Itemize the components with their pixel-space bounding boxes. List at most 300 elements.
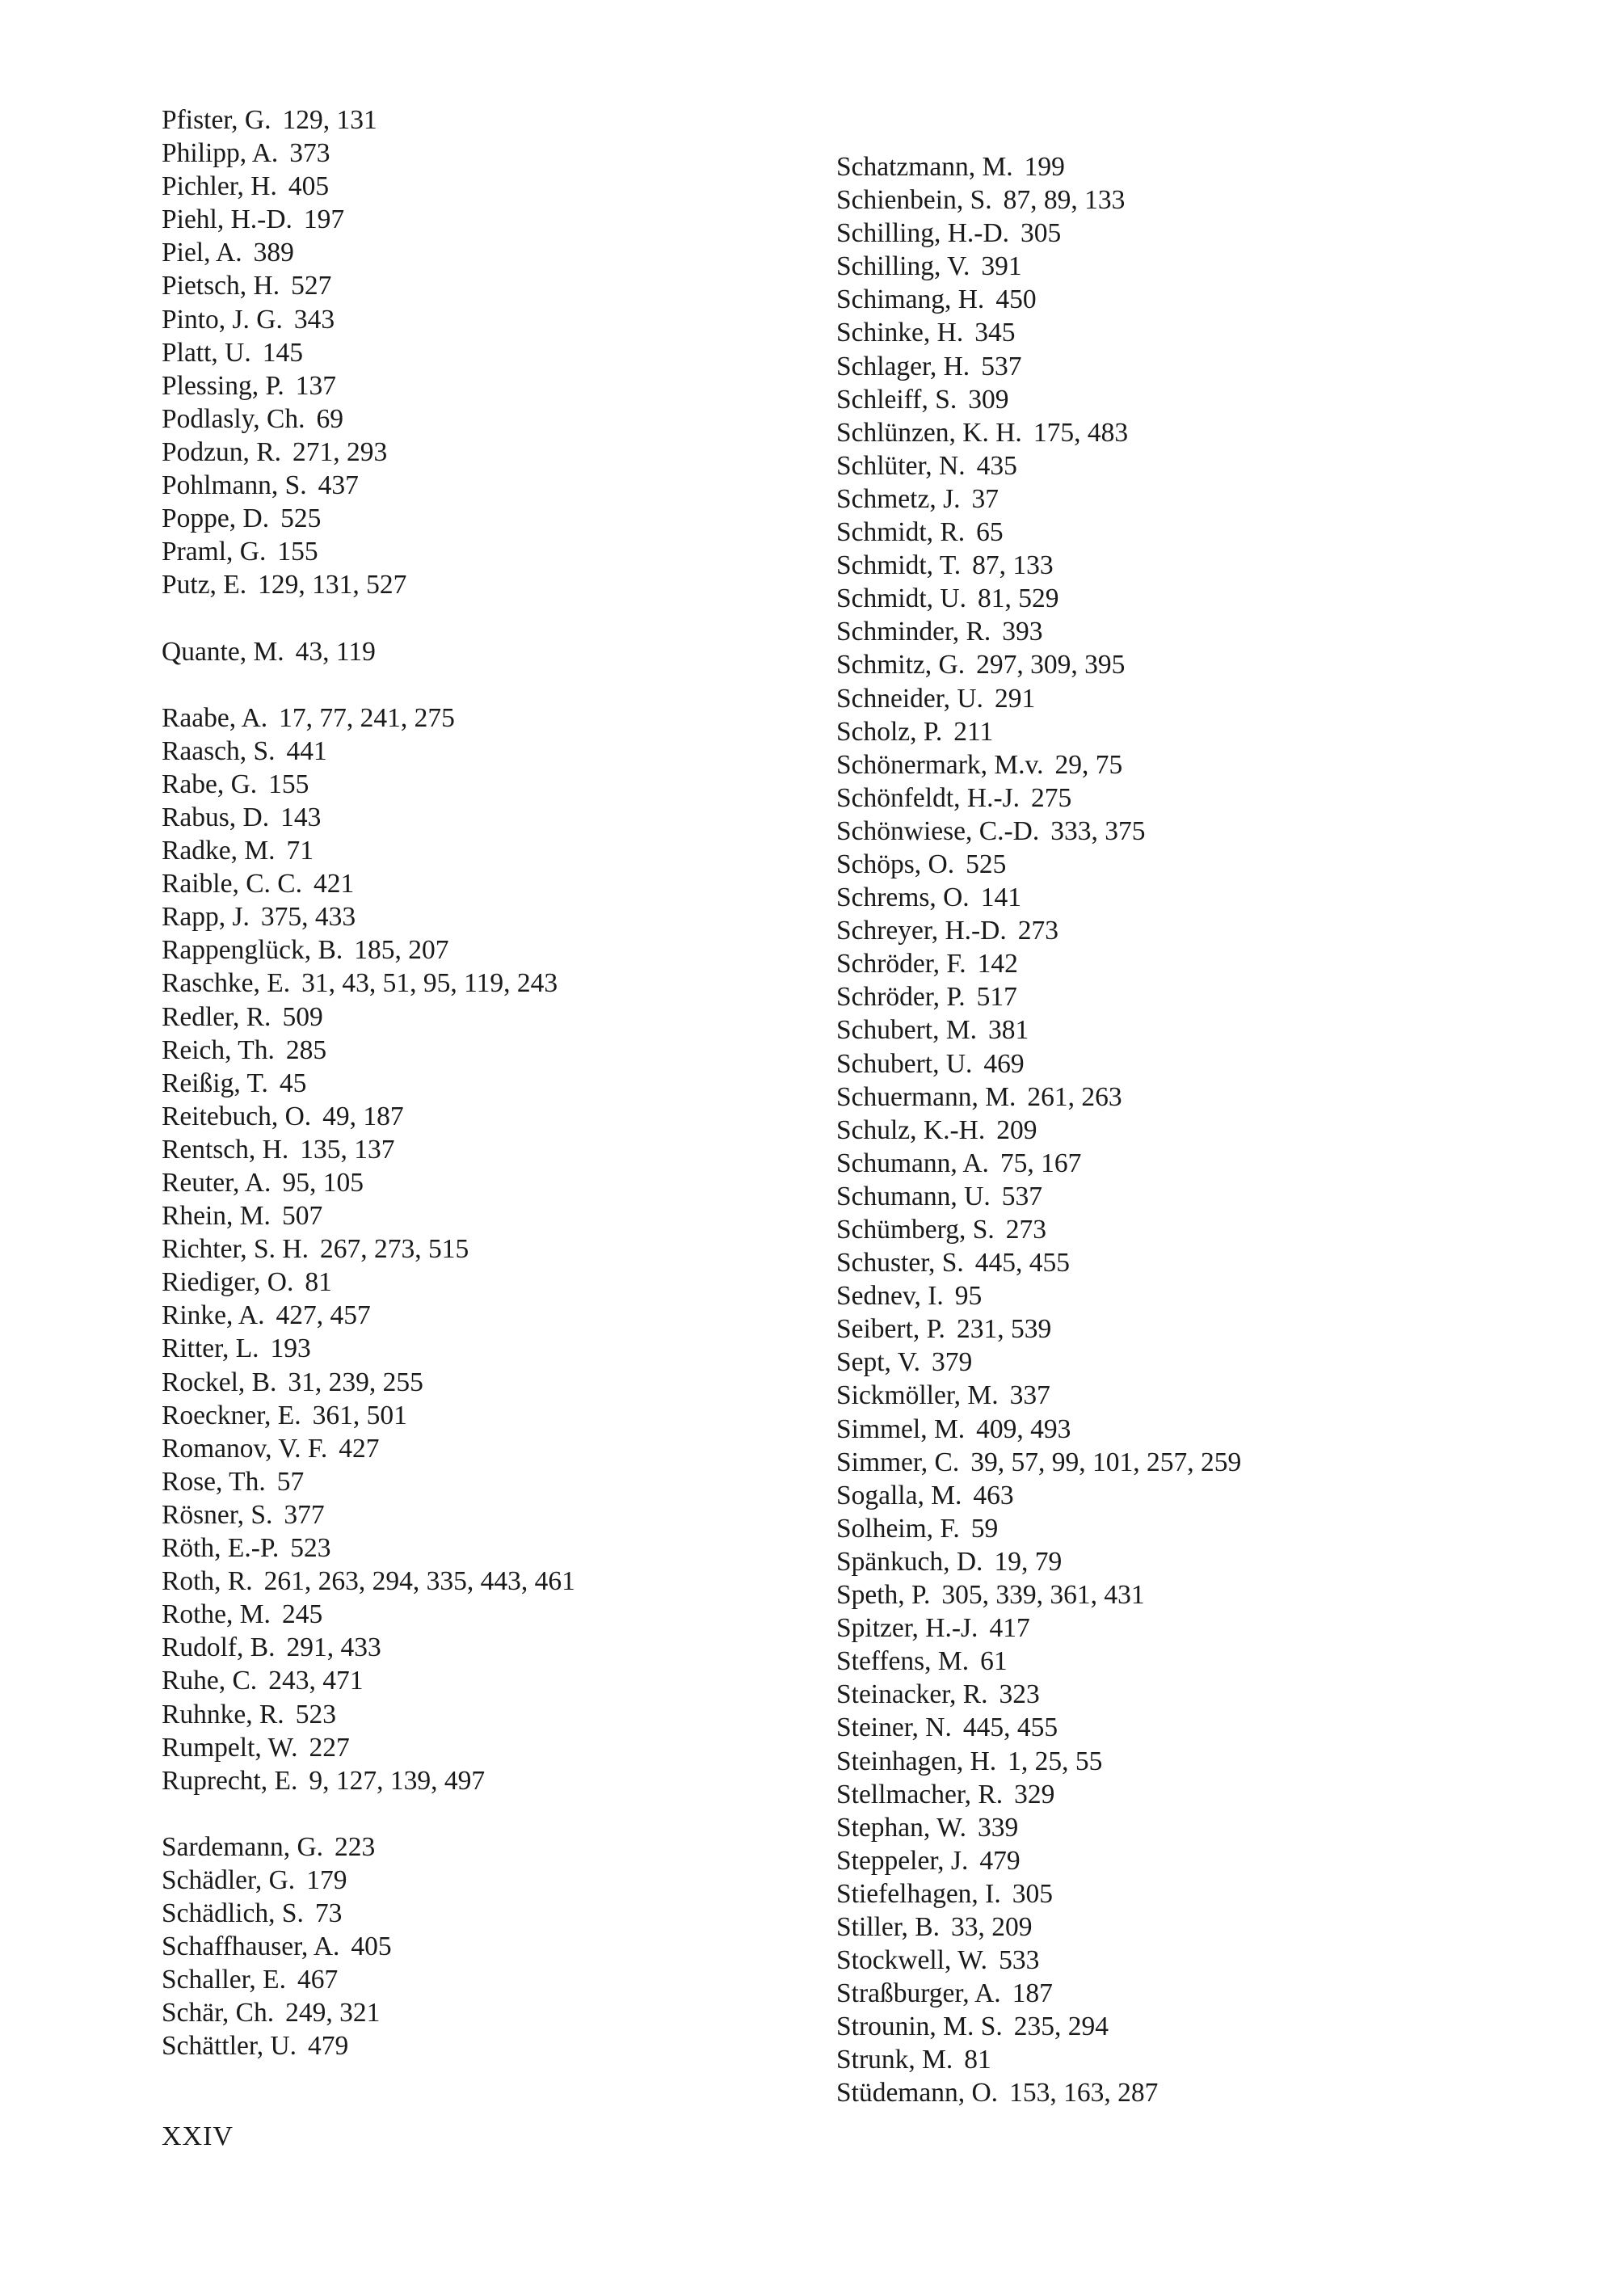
author-name: Röth, E.-P.: [162, 1533, 280, 1564]
author-name: Schröder, P.: [836, 982, 966, 1013]
author-name: Schöps, O.: [836, 849, 955, 879]
author-name: Rhein, M.: [162, 1201, 271, 1232]
author-name: Ruhnke, R.: [162, 1699, 284, 1729]
author-name: Sogalla, M.: [836, 1480, 962, 1510]
author-name: Schönwiese, C.-D.: [836, 815, 1040, 846]
author-name: Spänkuch, D.: [836, 1546, 983, 1577]
author-name: Poppe, D.: [162, 503, 270, 534]
index-entry: [162, 1034, 776, 1067]
author-name: Schleiff, S.: [836, 384, 957, 415]
page-references: 129, 131: [282, 105, 377, 135]
index-entry: [836, 1279, 1563, 1312]
index-entry: [836, 1379, 1563, 1412]
author-name: Stiller, B.: [836, 1911, 941, 1942]
page-references: 479: [979, 1845, 1021, 1876]
page-references: 525: [966, 849, 1007, 879]
author-name: Schmidt, U.: [836, 583, 966, 614]
author-name: Redler, R.: [162, 1001, 271, 1032]
index-entry: [162, 1897, 776, 1930]
page-references: 61: [980, 1646, 1008, 1677]
author-name: Rose, Th.: [162, 1466, 266, 1497]
page-references: 145: [262, 337, 303, 368]
index-entry: [836, 2043, 1563, 2076]
index-entry: [836, 383, 1563, 416]
index-entry: [162, 336, 776, 369]
letter-group-gap: [162, 668, 776, 701]
index-entry: [836, 1147, 1563, 1180]
author-name: Sept, V.: [836, 1347, 920, 1378]
index-entry: [162, 1166, 776, 1199]
page-references: 305, 339, 361, 431: [941, 1580, 1145, 1611]
page-references: 337: [1009, 1380, 1050, 1411]
author-name: Schatzmann, M.: [836, 152, 1013, 182]
index-entry: [162, 236, 776, 269]
page-references: 405: [351, 1932, 392, 1962]
author-name: Schmidt, R.: [836, 517, 966, 548]
page-references: 377: [284, 1499, 325, 1530]
page-references: 273: [1017, 916, 1058, 946]
index-entry: [162, 1100, 776, 1133]
index-entry: [162, 103, 776, 137]
page-references: 153, 163, 287: [1009, 2078, 1159, 2109]
page-references: 81: [964, 2045, 991, 2075]
index-entry: [836, 1180, 1563, 1213]
page-references: 533: [999, 1945, 1040, 1976]
page-references: 223: [335, 1831, 376, 1862]
page-references: 527: [291, 271, 332, 301]
index-entry: [836, 1578, 1563, 1611]
page-references: 427: [339, 1433, 380, 1464]
author-name: Plessing, P.: [162, 370, 284, 401]
index-entry: [162, 867, 776, 900]
author-name: Rothe, M.: [162, 1599, 271, 1630]
index-entry: [162, 1067, 776, 1100]
author-name: Schlager, H.: [836, 351, 970, 381]
page-references: 345: [974, 318, 1016, 348]
page-references: 523: [290, 1533, 331, 1564]
author-name: Ritter, L.: [162, 1333, 259, 1364]
page-references: 199: [1024, 152, 1065, 182]
author-name: Schmetz, J.: [836, 483, 961, 514]
author-name: Steppeler, J.: [836, 1845, 969, 1876]
index-entry: [162, 303, 776, 336]
author-name: Schilling, V.: [836, 251, 970, 282]
page-references: 305: [1021, 218, 1062, 249]
index-entry: [162, 2029, 776, 2062]
page-references: 87, 133: [972, 550, 1054, 581]
index-entry: [836, 183, 1563, 217]
index-entry: [162, 801, 776, 834]
index-entry: [162, 502, 776, 535]
author-name: Schienbein, S.: [836, 185, 992, 216]
page-references: 193: [270, 1333, 311, 1364]
author-name: Schättler, U.: [162, 2031, 297, 2062]
author-name: Steinacker, R.: [836, 1679, 988, 1710]
index-entry: [836, 815, 1563, 848]
index-entry: [162, 834, 776, 867]
page-references: 479: [308, 2031, 349, 2062]
author-name: Rinke, A.: [162, 1300, 265, 1331]
author-name: Schneider, U.: [836, 683, 983, 714]
page-references: 275: [1031, 782, 1072, 813]
index-entry: [836, 1645, 1563, 1678]
author-name: Raschke, E.: [162, 968, 291, 999]
author-name: Radke, M.: [162, 836, 276, 866]
author-name: Spitzer, H.-J.: [836, 1613, 978, 1644]
index-entry: [836, 947, 1563, 980]
index-entry: [162, 203, 776, 236]
page-references: 245: [281, 1599, 323, 1630]
page-references: 323: [999, 1679, 1040, 1710]
index-entry: [836, 1844, 1563, 1877]
page-references: 405: [288, 171, 330, 202]
author-name: Piehl, H.-D.: [162, 204, 292, 235]
index-entry: [162, 1299, 776, 1332]
page-references: 49, 187: [322, 1101, 404, 1131]
author-name: Simmer, C.: [836, 1447, 960, 1477]
index-entry: [836, 516, 1563, 549]
author-name: Schubert, U.: [836, 1048, 973, 1079]
page-references: 155: [268, 769, 309, 799]
author-name: Schubert, M.: [836, 1015, 977, 1046]
page-references: 57: [276, 1466, 305, 1497]
index-entry: [162, 1199, 776, 1232]
page-references: 71: [286, 836, 314, 866]
page-references: 143: [280, 802, 322, 832]
index-entry: [836, 980, 1563, 1013]
page-references: 271, 293: [292, 436, 388, 467]
letter-group-gap: [162, 601, 776, 634]
author-name: Podlasly, Ch.: [162, 403, 305, 434]
index-entry: [836, 1446, 1563, 1479]
page-references: 309: [968, 384, 1009, 415]
author-name: Stiefelhagen, I.: [836, 1878, 1001, 1909]
page-references: 391: [981, 251, 1022, 282]
author-name: Schaller, E.: [162, 1965, 287, 1995]
page-references: 1, 25, 55: [1008, 1746, 1103, 1776]
author-name: Richter, S. H.: [162, 1234, 309, 1265]
index-entry: [162, 1366, 776, 1399]
page-references: 537: [981, 351, 1022, 381]
page-references: 37: [971, 483, 999, 514]
author-name: Schinke, H.: [836, 318, 964, 348]
page-references: 17, 77, 241, 275: [279, 702, 455, 733]
index-entry: [836, 1545, 1563, 1578]
author-name: Ruhe, C.: [162, 1666, 258, 1696]
page-references: 33, 209: [951, 1911, 1033, 1942]
page-references: 59: [970, 1513, 999, 1544]
page-references: 137: [295, 370, 336, 401]
author-name: Schilling, H.-D.: [836, 218, 1010, 249]
page-references: 421: [314, 869, 355, 899]
index-entry: [162, 1731, 776, 1764]
author-name: Quante, M.: [162, 636, 284, 667]
index-entry: [162, 1399, 776, 1432]
author-name: Schuster, S.: [836, 1248, 964, 1279]
author-name: Schreyer, H.-D.: [836, 916, 1007, 946]
index-entry: [162, 900, 776, 933]
page-references: 445, 455: [962, 1713, 1058, 1743]
page-references: 509: [282, 1001, 323, 1032]
author-name: Raabe, A.: [162, 702, 268, 733]
index-column-left: [162, 103, 776, 2063]
author-name: Romanov, V. F.: [162, 1433, 328, 1464]
index-entry: [836, 1745, 1563, 1778]
author-name: Schmitz, G.: [836, 650, 966, 680]
page-references: 463: [973, 1480, 1014, 1510]
author-name: Rabus, D.: [162, 802, 270, 832]
page-references: 243, 471: [268, 1666, 364, 1696]
index-entry: [162, 1930, 776, 1963]
page-references: 135, 137: [300, 1134, 395, 1165]
author-name: Schumann, A.: [836, 1148, 989, 1178]
index-entry: [836, 1213, 1563, 1246]
author-name: Schlünzen, K. H.: [836, 417, 1022, 448]
page-references: 65: [976, 517, 1004, 548]
page-references: 381: [988, 1015, 1029, 1046]
author-name: Schlüter, N.: [836, 450, 966, 481]
author-name: Pinto, J. G.: [162, 304, 283, 335]
author-name: Schuermann, M.: [836, 1081, 1016, 1112]
author-name: Pichler, H.: [162, 171, 277, 202]
index-entry: [162, 1531, 776, 1565]
author-name: Schümberg, S.: [836, 1215, 995, 1245]
page-references: 339: [978, 1812, 1019, 1843]
page-references: 175, 483: [1033, 417, 1129, 448]
index-entry: [162, 1232, 776, 1266]
page-references: 31, 43, 51, 95, 119, 243: [301, 968, 558, 999]
index-entry: [836, 1346, 1563, 1379]
page-references: 379: [931, 1347, 973, 1378]
index-entry: [162, 735, 776, 768]
index-entry: [836, 781, 1563, 815]
page-references: 235, 294: [1013, 2012, 1109, 2042]
index-entry: [162, 1830, 776, 1864]
page-references: 417: [989, 1613, 1030, 1644]
page-number: XXIV: [162, 2121, 234, 2151]
author-name: Platt, U.: [162, 337, 251, 368]
index-entry: [836, 1611, 1563, 1645]
page-references: 19, 79: [994, 1546, 1063, 1577]
index-entry: [836, 250, 1563, 283]
index-entry: [162, 1565, 776, 1598]
author-name: Roeckner, E.: [162, 1400, 301, 1430]
index-entry: [836, 648, 1563, 681]
index-entry: [162, 635, 776, 668]
author-name: Sickmöller, M.: [836, 1380, 999, 1411]
page-references: 441: [286, 735, 327, 766]
index-entry: [162, 436, 776, 469]
index-entry: [836, 416, 1563, 449]
author-name: Schönermark, M.v.: [836, 749, 1044, 780]
index-entry: [162, 1498, 776, 1531]
author-name: Straßburger, A.: [836, 1978, 1001, 2009]
index-entry: [162, 1963, 776, 1996]
page-references: 291, 433: [286, 1632, 381, 1663]
author-name: Piel, A.: [162, 238, 242, 268]
page-references: 197: [303, 204, 345, 235]
index-entry: [162, 402, 776, 436]
index-entry: [162, 170, 776, 203]
author-name: Steffens, M.: [836, 1646, 970, 1677]
index-entry: [836, 881, 1563, 914]
index-entry: [836, 1047, 1563, 1081]
author-name: Pohlmann, S.: [162, 470, 307, 501]
index-entry: [162, 137, 776, 170]
index-entry: [836, 1114, 1563, 1147]
page-references: 75, 167: [999, 1148, 1082, 1178]
index-entry: [836, 582, 1563, 615]
author-name: Schär, Ch.: [162, 1998, 275, 2028]
author-name: Raasch, S.: [162, 735, 276, 766]
index-entry: [836, 1778, 1563, 1811]
author-name: Rapp, J.: [162, 902, 250, 933]
author-name: Philipp, A.: [162, 138, 279, 169]
page-references: 129, 131, 527: [258, 570, 407, 600]
page-references: 305: [1012, 1878, 1053, 1909]
page-references: 81, 529: [978, 583, 1059, 614]
page-references: 155: [277, 537, 318, 567]
page-references: 231, 539: [956, 1314, 1052, 1345]
author-name: Strounin, M. S.: [836, 2012, 1003, 2042]
page-references: 227: [309, 1732, 350, 1763]
page-references: 69: [316, 403, 343, 434]
page-references: 81: [305, 1267, 332, 1298]
index-entry: [836, 2076, 1563, 2109]
index-entry: [836, 217, 1563, 250]
index-entry: [162, 1133, 776, 1166]
page-references: 329: [1014, 1779, 1055, 1809]
index-entry: [162, 1698, 776, 1731]
index-entry: [162, 269, 776, 302]
index-entry: [836, 1512, 1563, 1545]
author-name: Rösner, S.: [162, 1499, 273, 1530]
author-name: Seibert, P.: [836, 1314, 945, 1345]
page-references: 261, 263, 294, 335, 443, 461: [263, 1566, 575, 1597]
index-entry: [836, 848, 1563, 881]
index-entry: [836, 150, 1563, 183]
page-references: 437: [318, 470, 359, 501]
page-references: 209: [996, 1114, 1037, 1145]
author-name: Roth, R.: [162, 1566, 253, 1597]
index-entry: [162, 568, 776, 601]
index-entry: [836, 748, 1563, 781]
author-name: Strunk, M.: [836, 2045, 953, 2075]
author-name: Stellmacher, R.: [836, 1779, 1004, 1809]
page-references: 375, 433: [260, 902, 356, 933]
author-name: Podzun, R.: [162, 436, 281, 467]
page-references: 409, 493: [976, 1413, 1071, 1444]
index-entry: [836, 1479, 1563, 1512]
author-name: Rentsch, H.: [162, 1134, 289, 1165]
index-entry: [836, 1711, 1563, 1744]
author-name: Reuter, A.: [162, 1168, 271, 1198]
author-name: Schröder, F.: [836, 949, 966, 979]
index-entry: [836, 1811, 1563, 1844]
page-references: 87, 89, 133: [1003, 185, 1126, 216]
page-references: 467: [297, 1965, 339, 1995]
page-references: 43, 119: [295, 636, 376, 667]
author-name: Schminder, R.: [836, 617, 991, 647]
page-references: 95, 105: [282, 1168, 364, 1198]
index-entry: [836, 350, 1563, 383]
author-name: Rabe, G.: [162, 769, 258, 799]
page-references: 343: [293, 304, 335, 335]
page-references: 211: [953, 716, 994, 747]
page-references: 389: [253, 238, 294, 268]
page-references: 507: [281, 1201, 323, 1232]
index-entry: [836, 715, 1563, 748]
index-entry: [162, 1664, 776, 1697]
page-references: 31, 239, 255: [288, 1367, 423, 1397]
index-entry: [836, 1081, 1563, 1114]
author-name: Schönfeldt, H.-J.: [836, 782, 1021, 813]
index-entry: [836, 1944, 1563, 1977]
index-entry: [836, 682, 1563, 715]
index-entry: [836, 316, 1563, 349]
author-name: Rappenglück, B.: [162, 935, 343, 966]
index-entry: [836, 1413, 1563, 1446]
index-entry: [836, 449, 1563, 482]
page-references: 373: [289, 138, 330, 169]
page-references: 361, 501: [312, 1400, 407, 1430]
author-name: Reißig, T.: [162, 1068, 268, 1098]
index-entry: [836, 549, 1563, 582]
page-references: 291: [994, 683, 1036, 714]
page-references: 273: [1005, 1215, 1046, 1245]
index-entry: [162, 768, 776, 801]
page-references: 141: [980, 883, 1021, 913]
index-entry: [836, 1246, 1563, 1279]
index-entry: [162, 701, 776, 735]
author-name: Scholz, P.: [836, 716, 943, 747]
author-name: Reich, Th.: [162, 1034, 275, 1065]
author-name: Schmidt, T.: [836, 550, 962, 581]
index-entry: [836, 914, 1563, 947]
page-references: 537: [1001, 1181, 1042, 1211]
page-references: 285: [285, 1034, 327, 1065]
page-references: 469: [983, 1048, 1025, 1079]
index-entry: [162, 1598, 776, 1631]
page-references: 450: [995, 284, 1037, 315]
index-entry: [162, 1996, 776, 2029]
page-references: 185, 207: [354, 935, 449, 966]
index-entry: [836, 482, 1563, 516]
author-name: Raible, C. C.: [162, 869, 303, 899]
author-name: Schimang, H.: [836, 284, 985, 315]
page-references: 445, 455: [974, 1248, 1071, 1279]
author-name: Stephan, W.: [836, 1812, 966, 1843]
author-name: Ruprecht, E.: [162, 1765, 298, 1796]
author-name: Putz, E.: [162, 570, 247, 600]
index-entry: [162, 1631, 776, 1664]
author-name: Schrems, O.: [836, 883, 970, 913]
index-entry: [162, 1864, 776, 1897]
index-entry: [162, 1001, 776, 1034]
page-references: 427, 457: [276, 1300, 371, 1331]
author-name: Rudolf, B.: [162, 1632, 276, 1663]
author-name: Rockel, B.: [162, 1367, 277, 1397]
author-name: Schaffhauser, A.: [162, 1932, 340, 1962]
index-entry: [162, 535, 776, 568]
author-name: Schulz, K.-H.: [836, 1114, 986, 1145]
index-entry: [162, 469, 776, 502]
index-entry: [836, 1877, 1563, 1911]
index-column-right: [836, 150, 1563, 2110]
index-entry: [162, 369, 776, 402]
index-entry: [162, 933, 776, 967]
page-references: 95: [954, 1281, 983, 1312]
